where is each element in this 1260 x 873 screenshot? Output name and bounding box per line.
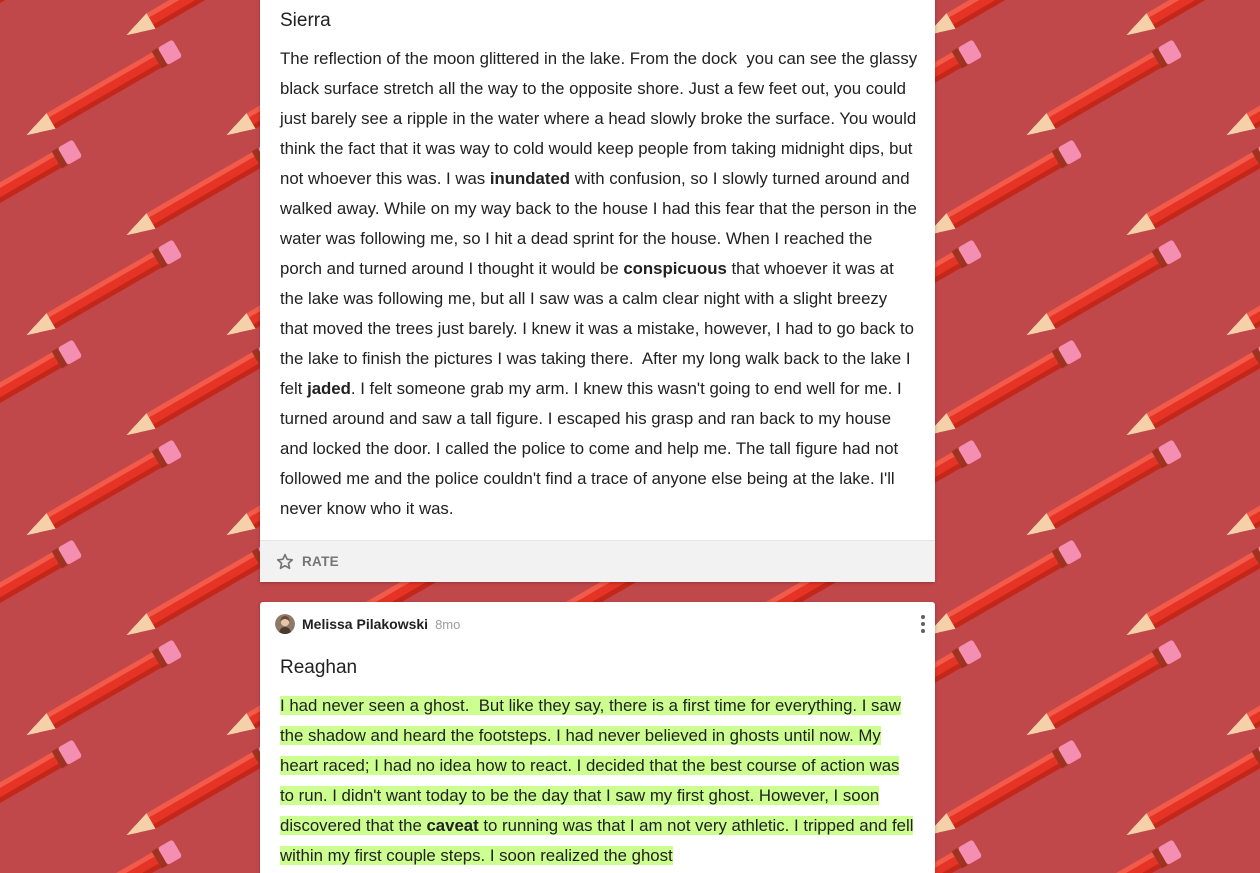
post-time: 8mo	[435, 616, 461, 632]
post-body: The reflection of the moon glittered in the lake. From the dock you can see the glassy black surface stretch all the way to the opposite shore. Just a few feet out, you could just barely see a ripple in the water where a head slowly broke the surface. You would think the fact that it was way to cold would keep people from taking midnight dips, but not whoever this was. I was inundated with confusion, so I slowly turned around and walked away. While on my way back to the house I had this fear that the person in the water was following me, so I hit a dead sprint for the house. When I reached the porch and turned around I thought it would be conspicuous that whoever it was at the lake was following me, but all I saw was a calm clear night with a slight breezy that moved the trees just barely. I knew it was a mistake, however, I had to go back to the lake to finish the pictures I was taking there. After my long walk back to the lake I felt jaded. I felt someone grab my arm. I knew this wasn't going to end well for me. I turned around and saw a tall figure. I escaped his grasp and ran back to my house and locked the door. I called the police to come and help me. The tall figure had not followed me and the police couldn't find a trace of anyone else being at the lake. I'll never know who it was.	[280, 49, 918, 518]
post-body: I had never seen a ghost. But like they say, there is a first time for everything. I saw the shadow and heard the footsteps. I had never believed in ghosts until now. My heart raced; I had no idea how to react. I decided that the best course of action was to run. I didn't want today to be the day that I saw my first ghost. However, I soon discovered that the caveat to running was that I am not very athletic. I tripped and fell within my first couple steps. I soon realized the ghost	[280, 696, 914, 865]
star-outline-icon	[275, 552, 295, 572]
post-card-reaghan	[260, 602, 935, 873]
post-header	[275, 614, 460, 634]
rate-button[interactable]	[260, 540, 935, 582]
author-name[interactable]: Melissa Pilakowski	[302, 616, 429, 632]
rate-label: RATE	[302, 554, 339, 569]
more-options-button[interactable]	[917, 610, 929, 638]
more-vert-icon	[921, 615, 925, 619]
post-card-sierra	[260, 0, 935, 582]
post-title: Reaghan	[280, 657, 358, 678]
avatar[interactable]	[275, 614, 295, 634]
post-title: Sierra	[280, 10, 331, 31]
